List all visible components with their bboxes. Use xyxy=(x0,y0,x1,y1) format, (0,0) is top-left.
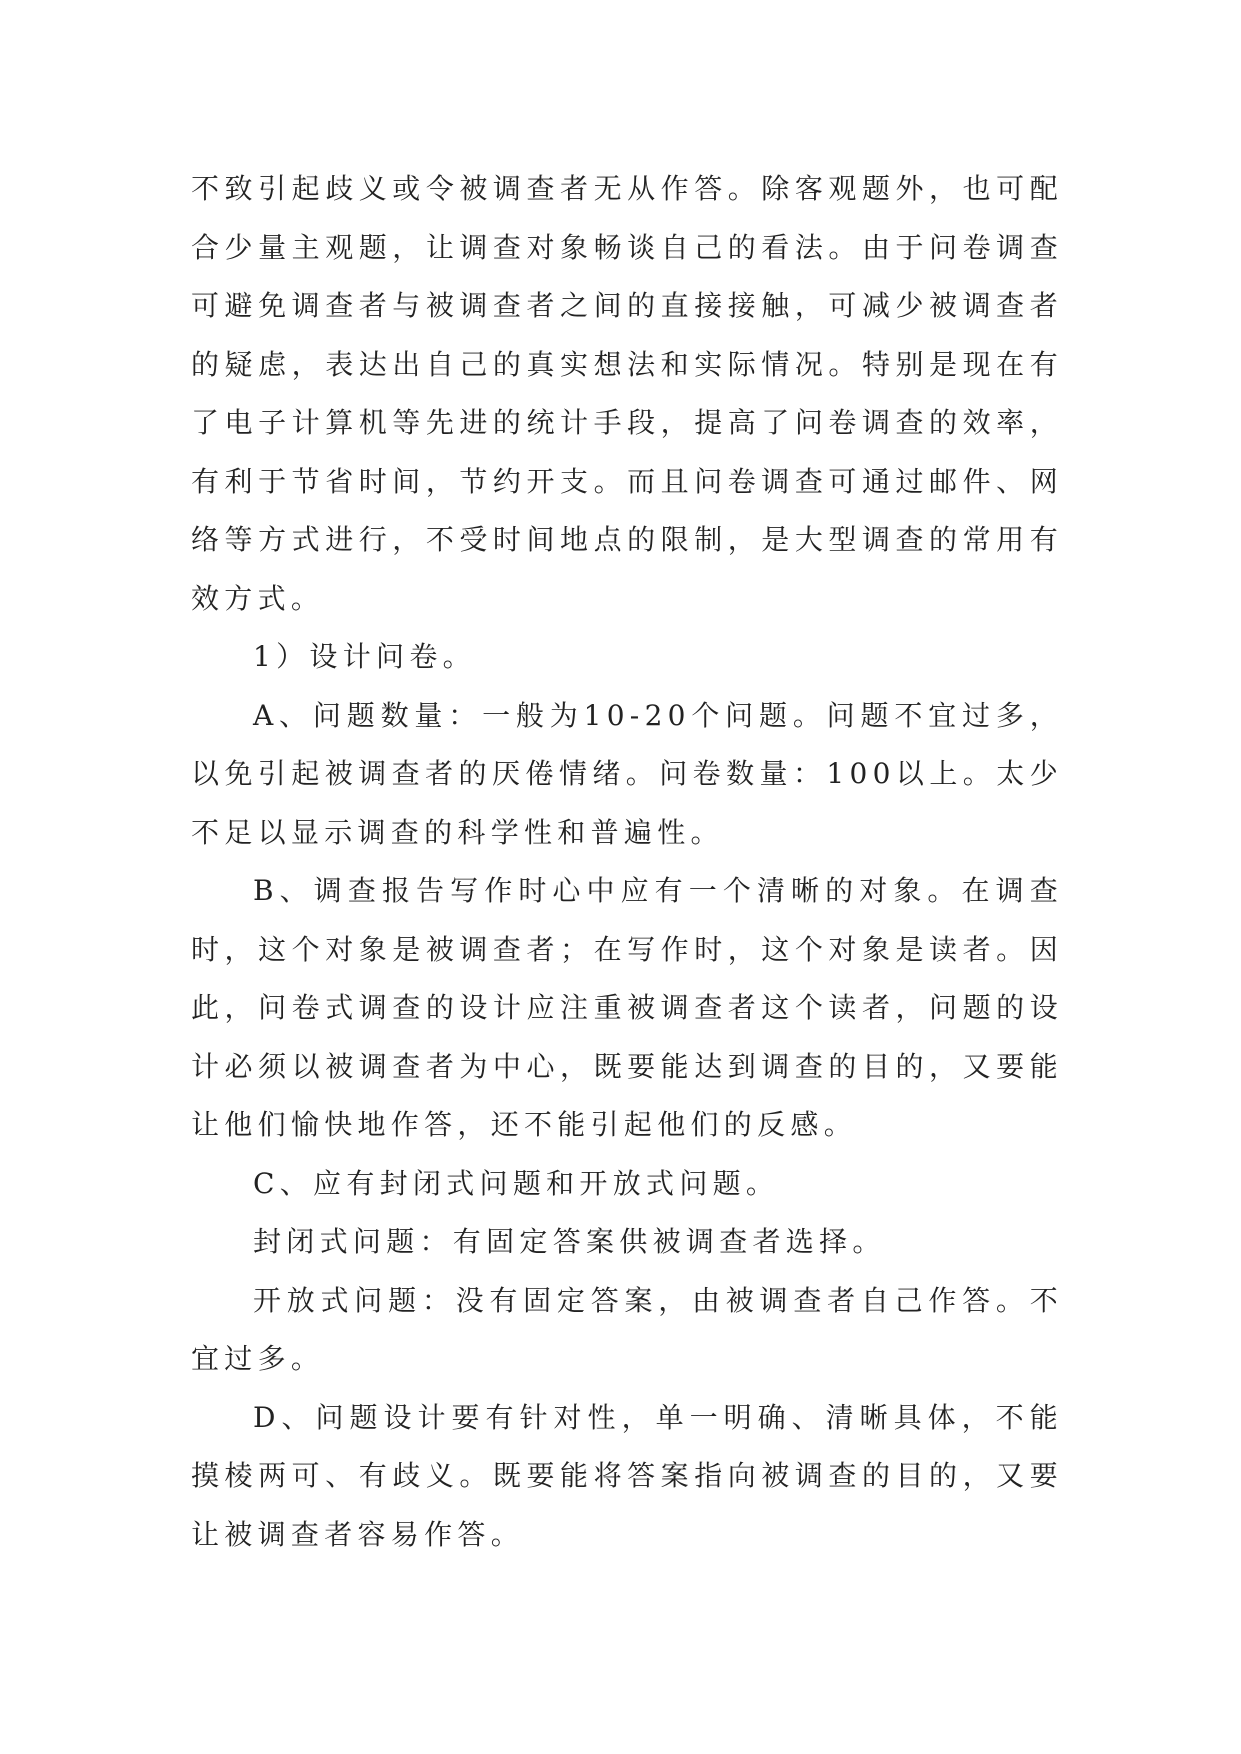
paragraph-item-c: C、应有封闭式问题和开放式问题。 xyxy=(253,1166,780,1200)
paragraph-item-b: B、调查报告写作时心中应有一个清晰的对象。在调查时，这个对象是被调查者；在写作时，这个对象是读者。因此，问卷式调查的设计应注重被调查者这个读者，问题的设计必须以被调查者为中心，既要能达到调查的目的，又要能让他们愉快地作答，还不能引起他们的反感。 xyxy=(191,874,1063,1141)
paragraph-closed-question: 封闭式问题：有固定答案供被调查者选择。 xyxy=(253,1225,886,1258)
paragraph-item-a: A、问题数量：一般为10-20个问题。问题不宜过多，以免引起被调查者的厌倦情绪。问卷数量：100以上。太少不足以显示调查的科学性和普遍性。 xyxy=(191,698,1063,849)
document-body xyxy=(191,160,1063,1564)
paragraph-item-d: D、问题设计要有针对性，单一明确、清晰具体，不能摸棱两可、有歧义。既要能将答案指向被调查的目的，又要让被调查者容易作答。 xyxy=(191,1400,1063,1551)
paragraph-design-questionnaire: 1）设计问卷。 xyxy=(253,640,476,673)
paragraph-open-question: 开放式问题：没有固定答案，由被调查者自己作答。不宜过多。 xyxy=(191,1283,1063,1375)
paragraph-intro-continued: 不致引起歧义或令被调查者无从作答。除客观题外，也可配合少量主观题，让调查对象畅谈自己的看法。由于问卷调查可避免调查者与被调查者之间的直接接触，可减少被调查者的疑虑，表达出自己的真实想法和实际情况。特别是现在有了电子计算机等先进的统计手段，提高了问卷调查的效率，有利于节省时间，节约开支。而且问卷调查可通过邮件、网络等方式进行，不受时间地点的限制，是大型调查的常用有效方式。 xyxy=(191,172,1063,615)
